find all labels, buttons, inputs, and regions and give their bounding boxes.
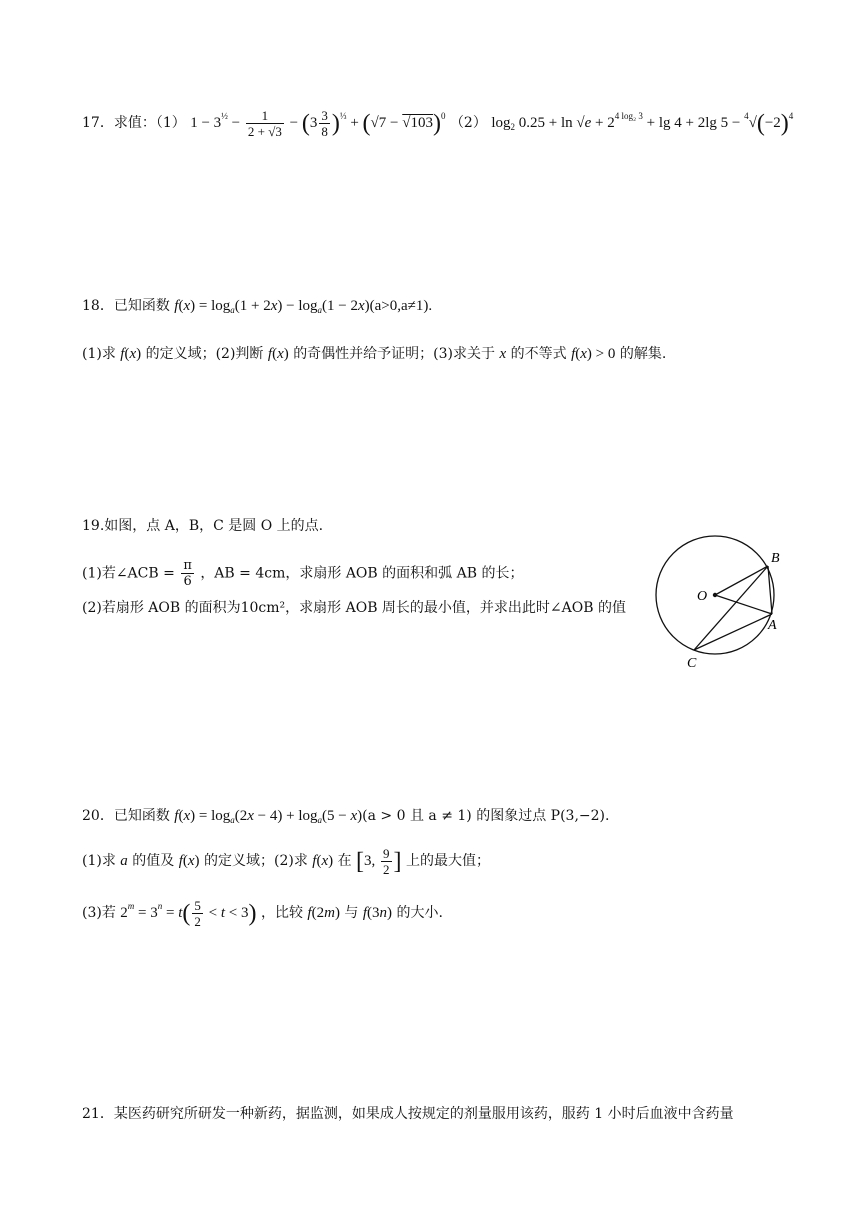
- q18-sub-1: (1)求: [82, 346, 116, 362]
- q17-part1-tag: （1）: [155, 115, 186, 131]
- question-18: [82, 296, 432, 320]
- center-point: [713, 593, 717, 597]
- q18-number: 18．已知函数: [82, 298, 170, 314]
- q20-fx-1: f(x): [178, 852, 200, 869]
- question-19-part1: [82, 558, 523, 589]
- circle-figure: [650, 530, 800, 680]
- q18-x: x: [499, 346, 507, 362]
- q20-p3-c: 与: [344, 905, 359, 921]
- q19-p1-a: (1)若∠ACB =: [82, 565, 175, 582]
- q18-function: $f(x) = \log_a(1 + 2x) - \log_a(1 - 2x)$: [174, 298, 370, 315]
- q20-p1-e: 上的最大值；: [406, 852, 490, 869]
- q18-inequality: f(x) > 0: [571, 346, 616, 362]
- question-20: [82, 806, 609, 830]
- question-20-part3: [82, 896, 443, 929]
- q20-number: 20．已知函数: [82, 808, 170, 824]
- label-a: A: [768, 618, 777, 633]
- q20-condition: (a > 0 且 a ≠ 1) 的图象过点 P(3,−2).: [362, 808, 610, 824]
- q20-p1-c: 的定义域；(2)求: [204, 852, 308, 869]
- q20-equation: $2^m = 3^n = t$( $\frac{5}{2}$ < t < 3): [120, 898, 257, 930]
- q20-a: a: [120, 852, 128, 869]
- q18-sub-4: 的不等式: [510, 346, 567, 362]
- q20-p3-b: ，比较: [260, 905, 303, 921]
- q20-p1-b: 的值及: [132, 852, 175, 869]
- label-o: O: [697, 589, 708, 604]
- q18-fx-1: f(x): [120, 346, 142, 362]
- q17-part2-tag: （2）: [449, 115, 487, 131]
- label-c: C: [687, 656, 697, 671]
- q20-interval: [3, $\frac{9}{2}$ ]: [356, 846, 402, 877]
- question-17: [82, 106, 793, 139]
- question-19-intro: 19.如图，点 A，B，C 是圆 O 上的点.: [82, 518, 324, 534]
- q18-fx-2: f(x): [267, 346, 289, 362]
- q20-f2m: f(2m): [307, 905, 340, 921]
- question-18-subparts: [82, 344, 666, 364]
- q18-sub-2: 的定义域；(2)判断: [145, 346, 264, 362]
- question-19-part2: (2)若扇形 AOB 的面积为10cm²，求扇形 AOB 周长的最小值，并求出此时∠AOB 的值: [82, 600, 626, 616]
- q19-pi-over-6: $\frac{\pi}{6}$: [183, 558, 192, 589]
- q18-sub-3: 的奇偶性并给予证明；(3)求关于: [293, 346, 496, 362]
- q20-p3-d: 的大小.: [396, 905, 443, 921]
- q20-f3n: f(3n): [362, 905, 393, 921]
- q19-p1-b: ，AB = 4cm，求扇形 AOB 的面积和弧 AB 的长；: [200, 565, 524, 582]
- question-21: 21．某医药研究所研发一种新药，据监测，如果成人按规定的剂量服用该药，服药 1 小时后血液中含药量: [82, 1106, 734, 1122]
- q20-p1-d: 在: [337, 852, 352, 869]
- q17-number: 17．求值：: [82, 115, 156, 131]
- q20-p1-a: (1)求: [82, 852, 116, 869]
- label-b: B: [771, 551, 780, 566]
- q18-condition: (a>0,a≠1).: [369, 298, 433, 314]
- q17-expression-1: $1 - 3^{\frac{1}{2}}$ − $\frac{1}{2 + √3}$ − (3 $\frac{3}{8}$ )$^{\frac{1}{3}} + (√7 - √103)^0$: [190, 108, 446, 140]
- q20-function: $f(x) = \log_a(2x - 4) + \log_a(5 - x)$: [174, 808, 363, 825]
- segment-ob: [715, 566, 768, 595]
- q20-p3-a: (3)若: [82, 905, 116, 921]
- q20-fx-2: f(x): [312, 852, 334, 869]
- q17-expression-2: $\log_2 0.25 + \ln √e + 2^{4 log_2 3} + \lg 4 + 2\lg$ $5 - ^4√(-2)^4$: [491, 110, 794, 137]
- segment-oa: [715, 595, 772, 614]
- question-20-part1: [82, 846, 490, 877]
- q18-sub-5: 的解集.: [619, 346, 667, 362]
